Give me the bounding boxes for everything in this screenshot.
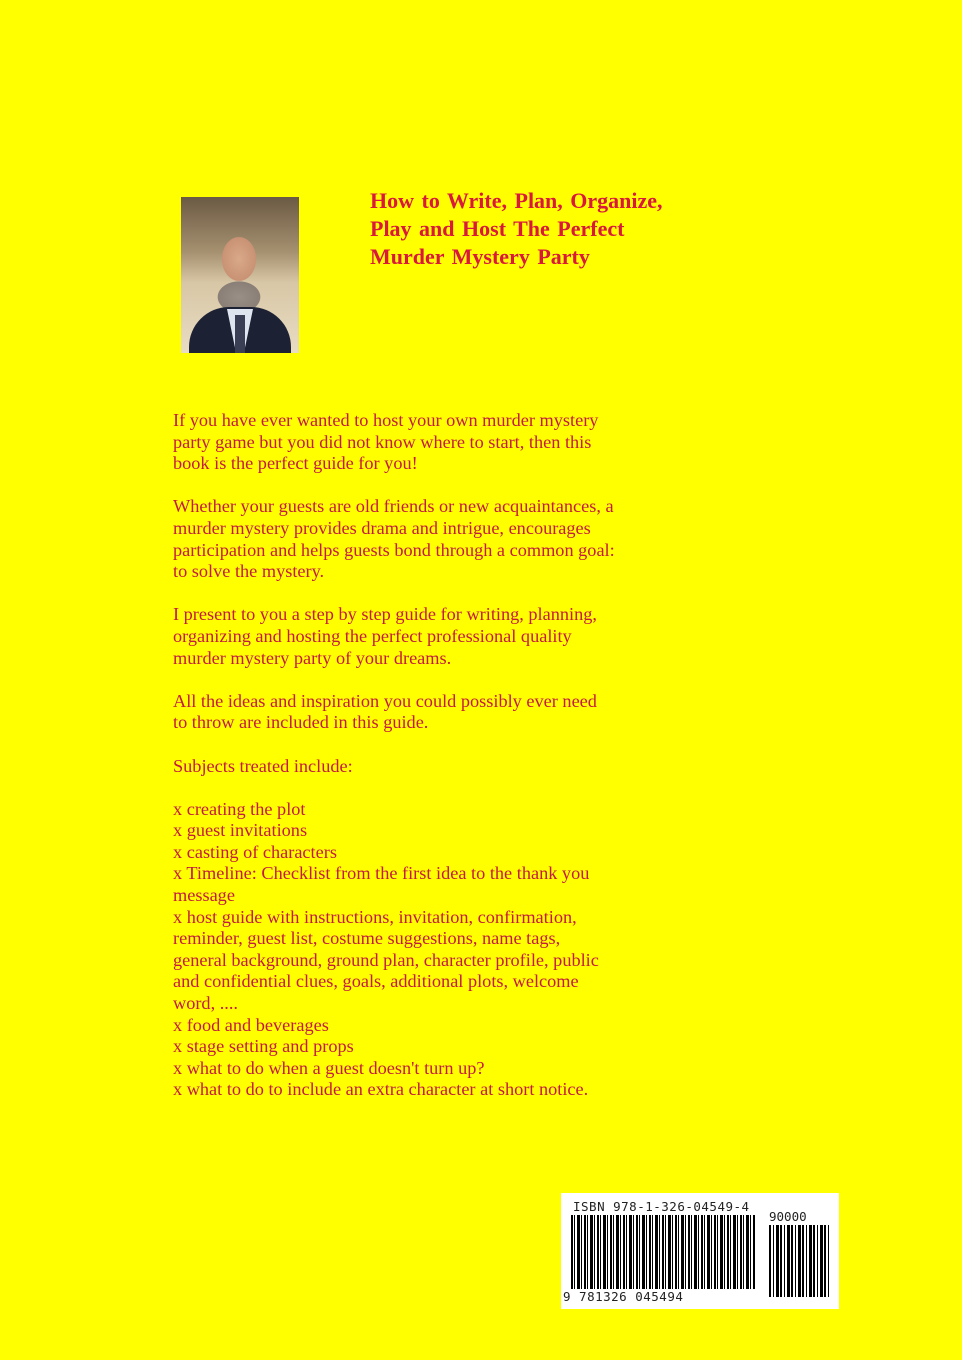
paragraph-ideas (173, 691, 693, 734)
title-line: How to Write, Plan, Organize, (370, 188, 663, 213)
description-body (173, 410, 693, 1101)
paragraph-intro (173, 410, 693, 475)
text-line: All the ideas and inspiration you could possibly ever need (173, 690, 597, 711)
text-line: murder mystery party of your dreams. (173, 647, 452, 668)
text-line: Subjects treated include: (173, 755, 353, 776)
isbn-number: ISBN 978-1-326-04549-4 (573, 1199, 750, 1214)
subject-line: x casting of characters (173, 841, 337, 862)
text-line: to solve the mystery. (173, 561, 325, 582)
subject-line: x what to do when a guest doesn't turn up? (173, 1057, 485, 1078)
subject-line: x what to do to include an extra character at short notice. (173, 1079, 589, 1100)
text-line: participation and helps guests bond through a common goal: (173, 539, 615, 560)
ean-number: 9 781326 045494 (563, 1289, 763, 1304)
text-line: I present to you a step by step guide for writing, planning, (173, 604, 597, 625)
text-line: murder mystery provides drama and intrigue, encourages (173, 517, 591, 538)
subject-line: general background, ground plan, character profile, public (173, 949, 599, 970)
subject-line: x food and beverages (173, 1014, 329, 1035)
text-line: to throw are included in this guide. (173, 712, 429, 733)
author-photo (181, 197, 299, 353)
subject-line: x creating the plot (173, 798, 306, 819)
isbn-barcode (561, 1193, 839, 1309)
paragraph-guide (173, 604, 693, 669)
subject-line: message (173, 885, 235, 906)
text-line: If you have ever wanted to host your own murder mystery (173, 410, 599, 430)
subject-line: x stage setting and props (173, 1036, 354, 1057)
paragraph-guests (173, 496, 693, 582)
subject-line: x guest invitations (173, 820, 308, 841)
paragraph-subjects-heading (173, 756, 693, 778)
barcode-addon-bars (769, 1225, 829, 1297)
text-line: Whether your guests are old friends or new acquaintances, a (173, 496, 614, 517)
title-line: Play and Host The Perfect (370, 216, 625, 241)
subject-line: x Timeline: Checklist from the first idea to the thank you (173, 863, 590, 884)
text-line: organizing and hosting the perfect professional quality (173, 625, 572, 646)
text-line: book is the perfect guide for you! (173, 453, 418, 474)
subjects-list (173, 799, 693, 1101)
price-code: 90000 (769, 1209, 807, 1224)
author-tie (235, 315, 245, 353)
text-line: party game but you did not know where to start, then this (173, 431, 592, 452)
subject-line: reminder, guest list, costume suggestions, name tags, (173, 928, 561, 949)
book-title (370, 187, 730, 271)
barcode-bars (571, 1215, 756, 1291)
subject-line: word, .... (173, 993, 238, 1014)
title-line: Murder Mystery Party (370, 244, 590, 269)
subject-line: and confidential clues, goals, additional plots, welcome (173, 971, 579, 992)
subject-line: x host guide with instructions, invitation, confirmation, (173, 906, 577, 927)
